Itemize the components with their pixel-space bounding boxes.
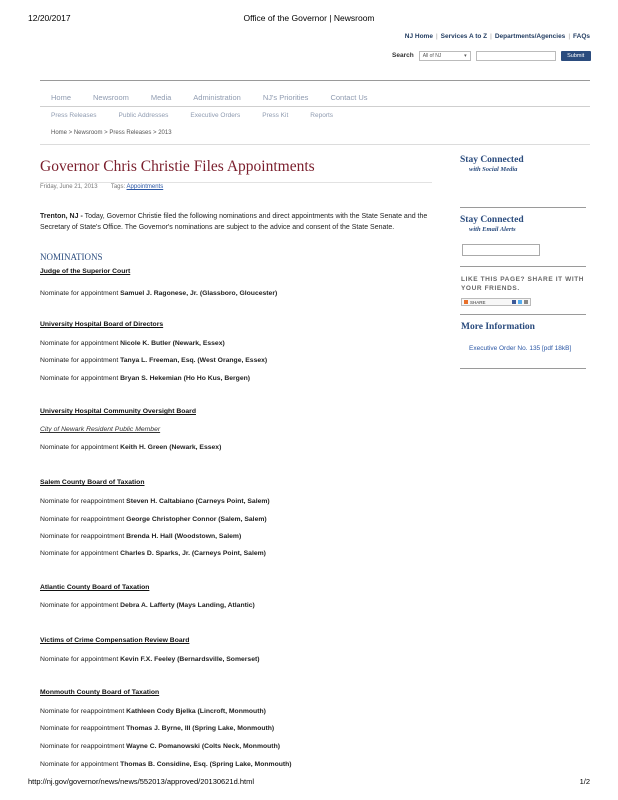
tag-link[interactable]: Appointments — [126, 184, 164, 190]
nominee-name: Steven H. Caltabiano (Carneys Point, Salem) — [126, 498, 270, 505]
util-nav-services[interactable]: Services A to Z — [440, 33, 488, 40]
breadcrumb[interactable]: Home > Newsroom > Press Releases > 2013 — [51, 130, 172, 136]
board-heading[interactable]: Salem County Board of Taxation — [40, 479, 145, 486]
board-heading[interactable]: Monmouth County Board of Taxation — [40, 689, 160, 696]
nominee-name: Keith H. Green (Newark, Essex) — [120, 444, 222, 451]
nomination-entry — [40, 516, 267, 523]
email-field[interactable] — [462, 244, 540, 256]
article-meta — [40, 184, 163, 190]
board-heading[interactable]: University Hospital Community Oversight Board — [40, 408, 196, 415]
nomination-entry — [40, 290, 277, 297]
util-nav-nj-home[interactable]: NJ Home — [404, 33, 433, 40]
article-date: Friday, June 21, 2013 — [40, 184, 98, 190]
subnav-public-addresses[interactable]: Public Addresses — [118, 112, 169, 119]
nav-newsroom[interactable]: Newsroom — [93, 92, 129, 102]
share-button[interactable] — [461, 298, 531, 306]
nav-media[interactable]: Media — [150, 92, 172, 102]
nomination-entry — [40, 656, 260, 663]
nominee-name: Samuel J. Ragonese, Jr. (Glassboro, Gloucester) — [120, 290, 278, 297]
share-prompt: LIKE THIS PAGE? SHARE IT WITH YOUR FRIENDS. — [461, 276, 585, 292]
nominee-name: Charles D. Sparks, Jr. (Carneys Point, Salem) — [120, 550, 266, 557]
search-submit-button[interactable]: Submit — [561, 51, 591, 61]
board-heading[interactable]: Victims of Crime Compensation Review Board — [40, 637, 190, 644]
nomination-entry — [40, 340, 225, 347]
nomination-entry — [40, 357, 267, 364]
nav-contact[interactable]: Contact Us — [330, 92, 368, 102]
divider — [460, 368, 586, 369]
nav-priorities[interactable]: NJ's Priorities — [262, 92, 309, 102]
divider — [40, 144, 590, 145]
search-bar — [392, 49, 591, 62]
nomination-type: Nominate for reappointment — [40, 533, 125, 540]
subnav-press-kit[interactable]: Press Kit — [262, 112, 289, 119]
nominee-name: Kevin F.X. Feeley (Bernardsville, Somerset) — [120, 656, 260, 663]
nomination-entry — [40, 708, 266, 715]
nomination-type: Nominate for reappointment — [40, 708, 125, 715]
nomination-entry — [40, 550, 266, 557]
divider — [40, 182, 432, 183]
nomination-type: Nominate for reappointment — [40, 725, 125, 732]
print-footer-url: http://nj.gov/governor/news/news/552013/approved/20130621d.html — [28, 777, 254, 786]
email-title: Stay Connected — [460, 215, 524, 225]
board-heading[interactable]: Judge of the Superior Court — [40, 268, 131, 275]
dateline: Trenton, NJ - — [40, 213, 83, 220]
search-input[interactable] — [476, 51, 556, 61]
facebook-icon — [512, 300, 516, 304]
nomination-entry — [40, 725, 274, 732]
util-nav-departments[interactable]: Departments/Agencies — [494, 33, 566, 40]
nomination-type: Nominate for appointment — [40, 340, 119, 347]
intro-paragraph — [40, 212, 430, 233]
nominee-name: Thomas B. Considine, Esq. (Spring Lake, Monmouth) — [120, 761, 292, 768]
nomination-type: Nominate for appointment — [40, 761, 119, 768]
search-scope-value: All of NJ — [422, 52, 442, 59]
nomination-type: Nominate for appointment — [40, 357, 119, 364]
subnav-press-releases[interactable]: Press Releases — [51, 112, 97, 119]
nomination-type: Nominate for appointment — [40, 656, 119, 663]
subnav-executive-orders[interactable]: Executive Orders — [190, 112, 241, 119]
nomination-type: Nominate for appointment — [40, 602, 119, 609]
email-subtitle[interactable]: with Email Alerts — [469, 226, 516, 233]
nominee-name: Brenda H. Hall (Woodstown, Salem) — [126, 533, 242, 540]
nomination-type: Nominate for appointment — [40, 444, 119, 451]
divider — [40, 106, 590, 107]
nominations-heading: NOMINATIONS — [40, 252, 103, 262]
board-subheading[interactable]: City of Newark Resident Public Member — [40, 426, 161, 433]
nominee-name: Wayne C. Pomanowski (Colts Neck, Monmouth) — [126, 743, 280, 750]
nomination-type: Nominate for appointment — [40, 290, 119, 297]
nomination-type: Nominate for reappointment — [40, 516, 125, 523]
nomination-type: Nominate for reappointment — [40, 498, 125, 505]
nomination-entry — [40, 602, 255, 609]
sub-nav — [40, 112, 344, 119]
search-scope-select[interactable] — [419, 51, 471, 61]
intro-text: Today, Governor Christie filed the following nominations and direct appointments with the State Senate and the Secretary of State's Office. The Governor's nominations are subject to the advice and consent of the State Senate. — [40, 213, 428, 231]
util-nav-faqs[interactable]: FAQs — [573, 33, 590, 40]
print-page-title: Office of the Governor | Newsroom — [243, 13, 375, 23]
print-page-number: 1/2 — [579, 777, 590, 786]
email-icon — [524, 300, 528, 304]
divider — [460, 207, 586, 208]
utility-nav: NJ Home | Services A to Z | Departments/Agencies | FAQs — [404, 33, 590, 40]
nav-administration[interactable]: Administration — [193, 92, 241, 102]
nominee-name: Tanya L. Freeman, Esq. (West Orange, Essex) — [120, 357, 268, 364]
subnav-reports[interactable]: Reports — [310, 112, 334, 119]
divider — [460, 266, 586, 267]
nav-home[interactable]: Home — [51, 92, 72, 102]
main-nav — [40, 87, 590, 107]
nominee-name: Kathleen Cody Bjelka (Lincroft, Monmouth) — [126, 708, 266, 715]
more-info-title: More Information — [461, 322, 535, 332]
twitter-icon — [518, 300, 522, 304]
share-label: SHARE — [470, 299, 486, 305]
nominee-name: Thomas J. Byrne, III (Spring Lake, Monmouth) — [126, 725, 275, 732]
nomination-entry — [40, 743, 280, 750]
search-label: Search — [392, 52, 414, 59]
nominee-name: Bryan S. Hekemian (Ho Ho Kus, Bergen) — [120, 375, 251, 382]
divider — [460, 314, 586, 315]
print-date: 12/20/2017 — [28, 13, 71, 23]
nominee-name: George Christopher Connor (Salem, Salem) — [126, 516, 267, 523]
chevron-down-icon: ▾ — [464, 52, 467, 59]
share-icon — [464, 300, 468, 304]
board-heading[interactable]: University Hospital Board of Directors — [40, 321, 164, 328]
divider — [40, 80, 590, 81]
nomination-entry — [40, 375, 250, 382]
nomination-type: Nominate for appointment — [40, 375, 119, 382]
social-title: Stay Connected — [460, 155, 524, 165]
nomination-entry — [40, 533, 241, 540]
nomination-type: Nominate for appointment — [40, 550, 119, 557]
nomination-entry — [40, 761, 292, 768]
nomination-entry — [40, 498, 270, 505]
page-title: Governor Chris Christie Files Appointments — [40, 158, 315, 175]
social-subtitle[interactable]: with Social Media — [469, 166, 518, 173]
executive-order-link[interactable]: Executive Order No. 135 [pdf 18kB] — [469, 345, 572, 352]
nomination-type: Nominate for reappointment — [40, 743, 125, 750]
tags-label: Tags: — [110, 184, 126, 190]
nominee-name: Debra A. Lafferty (Mays Landing, Atlantic) — [120, 602, 255, 609]
nomination-entry — [40, 444, 221, 451]
board-heading[interactable]: Atlantic County Board of Taxation — [40, 584, 150, 591]
nominee-name: Nicole K. Butler (Newark, Essex) — [120, 340, 225, 347]
